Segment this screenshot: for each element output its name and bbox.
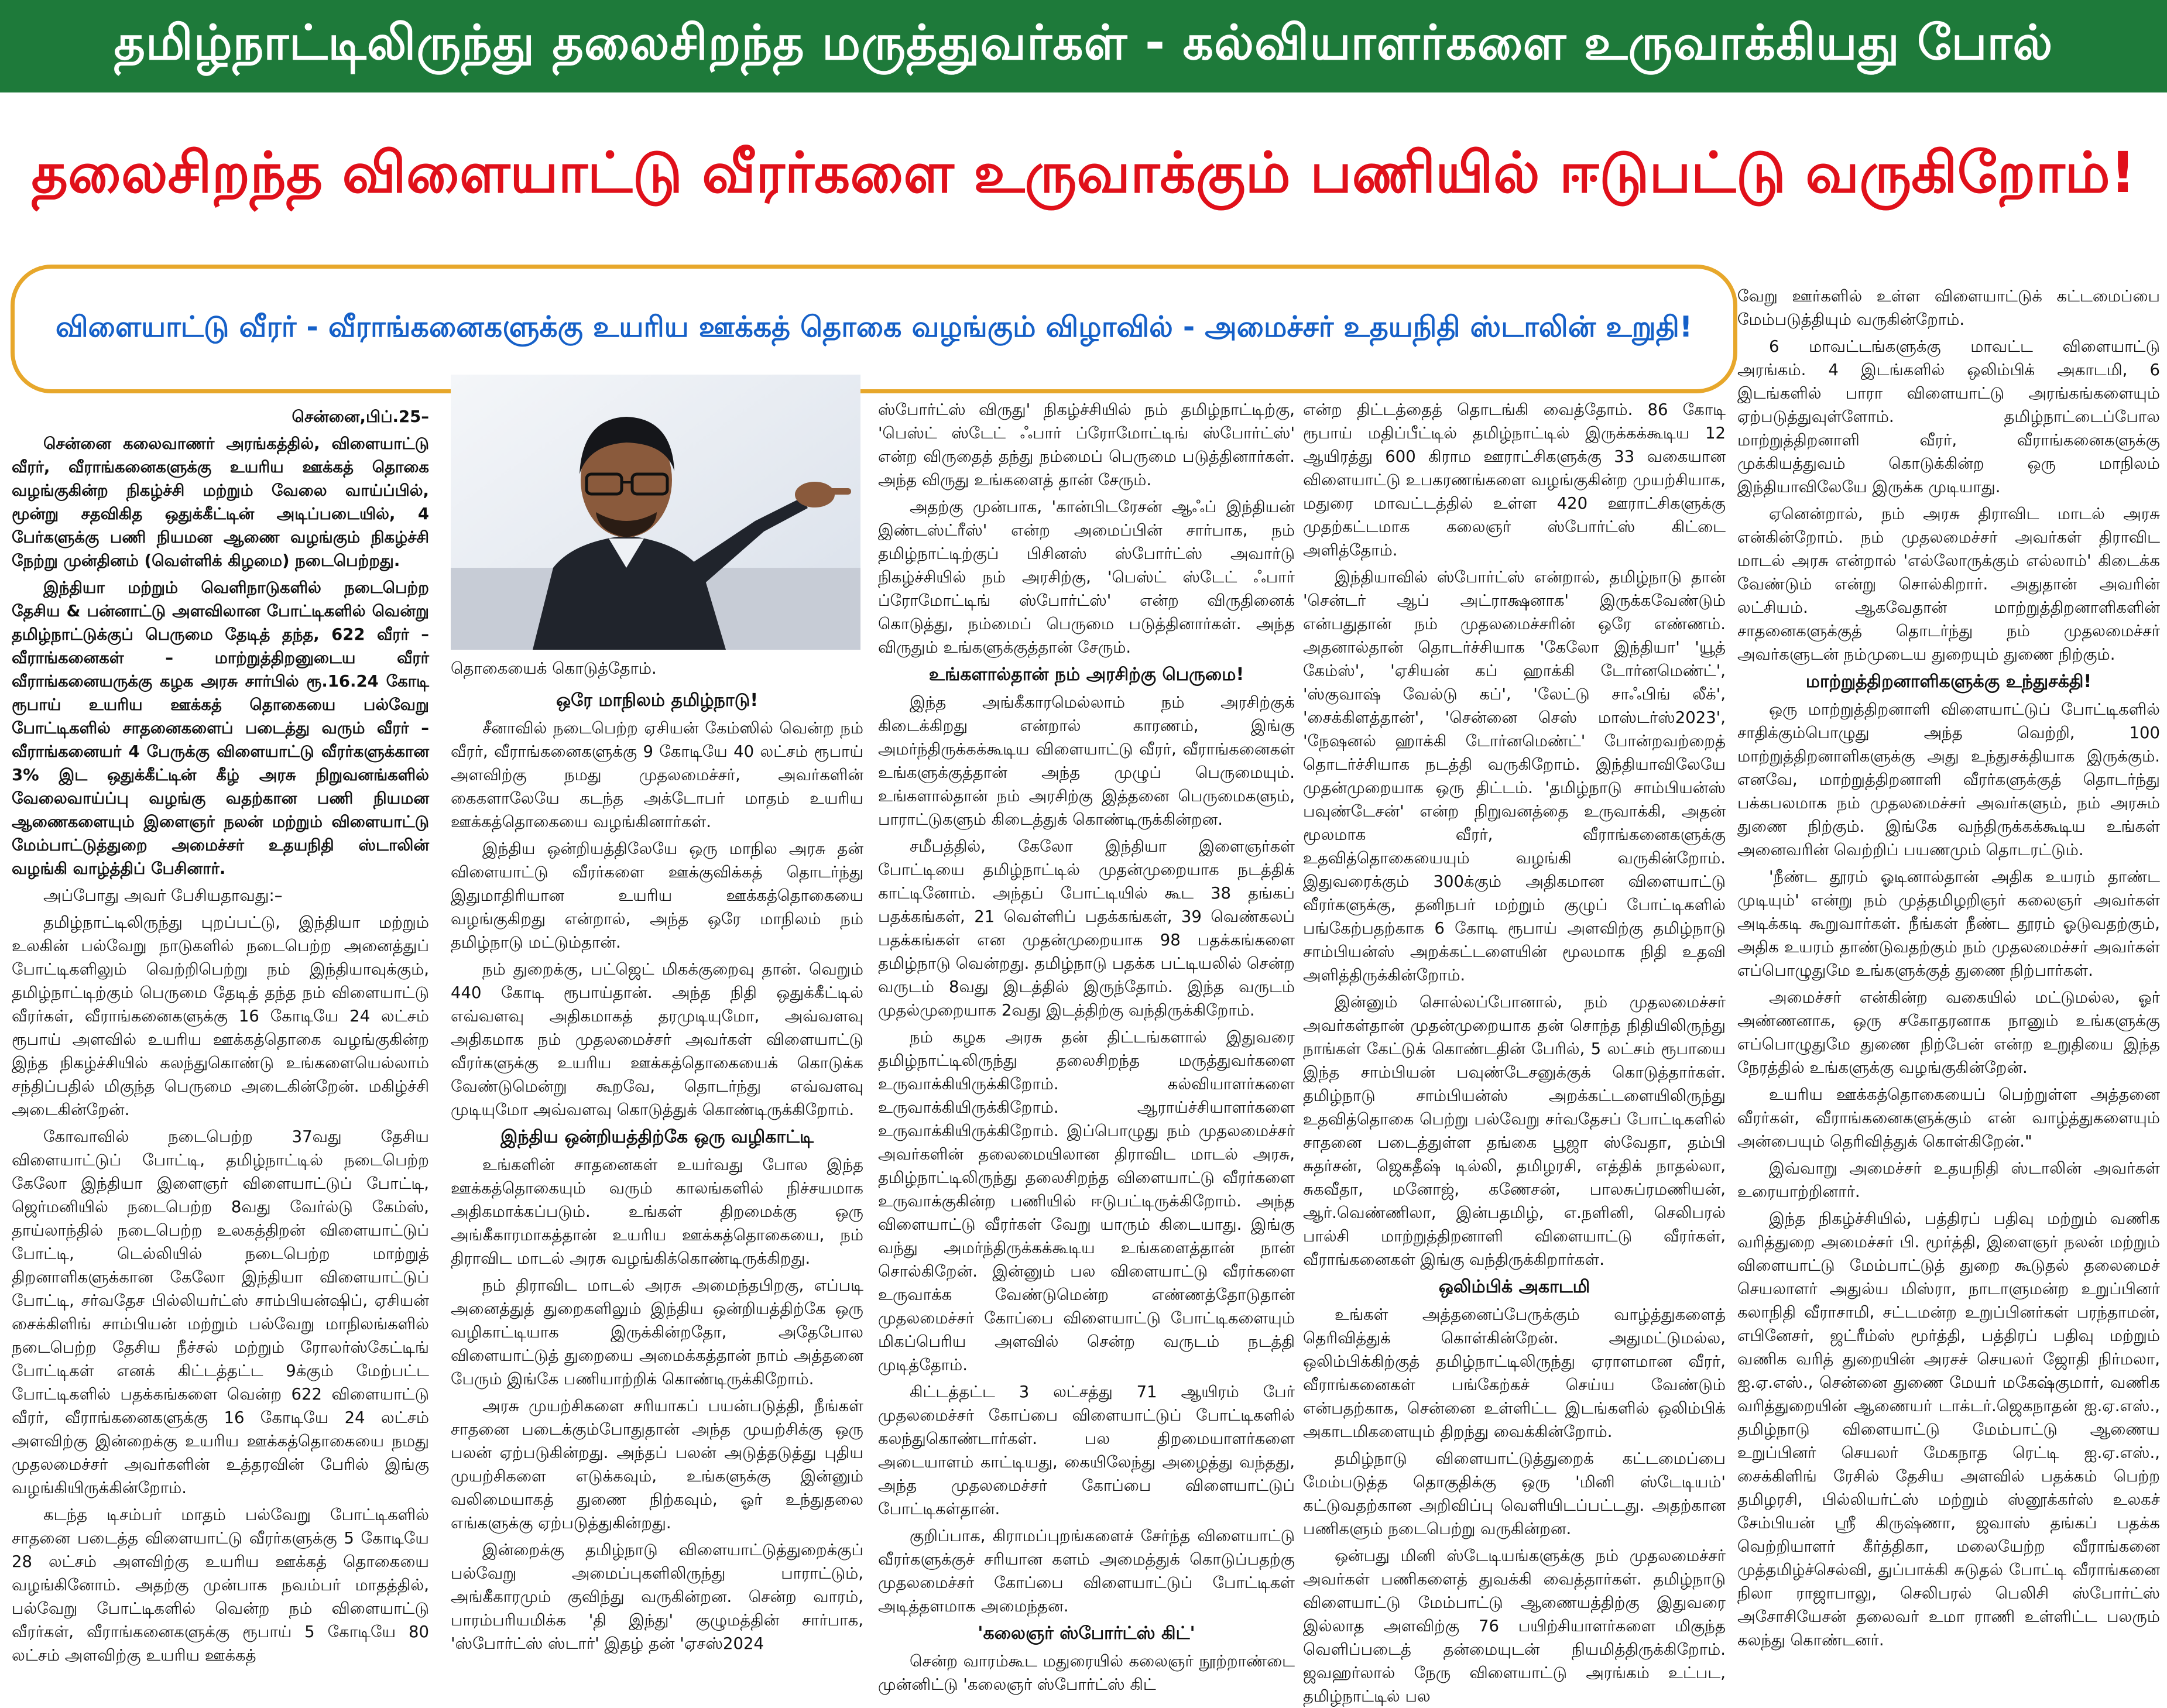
paragraph: குறிப்பாக, கிராமப்புறங்களைச் சேர்ந்த விளையாட்டு வீரர்களுக்குச் சரியான களம் அமைத்துக் கொடுப்பதற்கு முதலமைச்சர் கோப்பை விளையாட்டுப் போட்டிகள் அடித்தளமாக அமைந்தன. xyxy=(878,1527,1295,1616)
paragraph: சீனாவில் நடைபெற்ற ஏசியன் கேம்ஸில் வென்ற நம் வீரர், வீராங்கனைகளுக்கு 9 கோடியே 40 லட்சம் ரூபாய் அளவிற்கு நமது முதலமைச்சர், அவர்களின் கைகளாலேயே கடந்த அக்டோபர் மாதம் உயரிய ஊக்கத்தொகையை வழங்கினார்கள். xyxy=(451,719,863,831)
sub-headline-text: விளையாட்டு வீரர் - வீராங்கனைகளுக்கு உயரிய ஊக்கத் தொகை வழங்கும் விழாவில் - அமைச்சர் உதயநிதி ஸ்டாலின் உறுதி! xyxy=(55,310,1693,344)
sub-headline-banner xyxy=(11,265,1737,393)
paragraph: சென்ற வாரம்கூட மதுரையில் கலைஞர் நூற்றாண்டை முன்னிட்டு 'கலைஞர் ஸ்போர்ட்ஸ் கிட் xyxy=(878,1652,1295,1694)
article-column-4 xyxy=(1303,398,1726,1706)
paragraph: ஸ்போர்ட்ஸ் விருது' நிகழ்ச்சியில் நம் தமிழ்நாட்டிற்கு, 'பெஸ்ட் ஸ்டேட் ஃபார் ப்ரோமோட்டிங் ஸ்போர்ட்ஸ்' என்ற விருதைத் தந்து நம்மைப் பெருமை படுத்தினார்கள். அந்த விருது உங்களைத் தான் சேரும். xyxy=(878,400,1295,489)
kicker-banner xyxy=(0,0,2167,92)
main-headline xyxy=(0,101,2167,252)
headline-text: தலைசிறந்த விளையாட்டு வீரர்களை உருவாக்கும் பணியில் ஈடுபட்டு வருகிறோம்! xyxy=(31,139,2136,205)
paragraph: உங்கள் அத்தனைப்பேருக்கும் வாழ்த்துகளைத் தெரிவித்துக் கொள்கின்றேன். அதுமட்டுமல்ல, ஒலிம்பிக்கிற்குத் தமிழ்நாட்டிலிருந்து ஏராளமான வீரர், வீராங்கனைகள் பங்கேற்கச் செய்ய வேண்டும் என்பதற்காக, சென்னை உள்ளிட்ட இடங்களில் ஒலிம்பிக் அகாடமிகளையும் திறந்து வைக்கின்றோம். xyxy=(1303,1305,1726,1441)
subheading: 'கலைஞர் ஸ்போர்ட்ஸ் கிட்' xyxy=(978,1623,1195,1644)
paragraph: என்ற திட்டத்தைத் தொடங்கி வைத்தோம். 86 கோடி ரூபாய் மதிப்பீட்டில் தமிழ்நாட்டில் இருக்கக்கூடிய 12 ஆயிரத்து 600 கிராம ஊராட்சிகளுக்கு 33 வகையான விளையாட்டு உபகரணங்களை வழங்குகின்ற முயற்சியாக, மதுரை மாவட்டத்தில் உள்ள 420 ஊராட்சிகளுக்கு முதற்கட்டமாக கலைஞர் ஸ்போர்ட்ஸ் கிட்டை அளித்தோம். xyxy=(1303,400,1726,560)
paragraph: வேறு ஊர்களில் உள்ள விளையாட்டுக் கட்டமைப்பை மேம்படுத்தியும் வருகின்றோம். xyxy=(1737,287,2160,329)
paragraph: கோவாவில் நடைபெற்ற 37வது தேசிய விளையாட்டுப் போட்டி, தமிழ்நாட்டில் நடைபெற்ற கேலோ இந்தியா இளைஞர் விளையாட்டுப் போட்டி, ஜெர்மனியில் நடைபெற்ற 8வது வேர்ல்டு கேம்ஸ், தாய்லாந்தில் நடைபெற்ற உலகத்திறன் விளையாட்டுப் போட்டி, டெல்லியில் நடைபெற்ற மாற்றுத் திறனாளிகளுக்கான கேலோ இந்தியா விளையாட்டுப் போட்டி, சர்வதேச பில்லியர்ட்ஸ் சாம்பியன்ஷிப், ஏசியன் சைக்கிளிங் சாம்பியன் மற்றும் பல்வேறு மாநிலங்களில் நடைபெற்ற தேசிய நீச்சல் மற்றும் ரோலர்ஸ்கேட்டிங் போட்டிகள் எனக் கிட்டத்தட்ட 9க்கும் மேற்பட்ட போட்டிகளில் பதக்கங்களை வென்ற 622 விளையாட்டு வீரர், வீராங்கனைகளுக்கு 16 கோடியே 24 லட்சம் அளவிற்கு இன்றைக்கு உயரிய ஊக்கத்தொகையை நமது முதலமைச்சர் அவர்களின் உத்தரவின் பேரில் இங்கு வழங்கியிருக்கின்றோம். xyxy=(12,1127,429,1497)
speaker-photo xyxy=(451,375,860,650)
photo-caption xyxy=(451,657,860,680)
paragraph: அரசு முயற்சிகளை சரியாகப் பயன்படுத்தி, நீங்கள் சாதனை படைக்கும்போதுதான் அந்த முயற்சிக்கு ஒரு பலன் ஏற்படுகின்றது. அந்தப் பலன் அடுத்தடுத்து புதிய முயற்சிகளை எடுக்கவும், உங்களுக்கு இன்னும் வலிமையாகத் துணை நிற்கவும், ஓர் உந்துதலை எங்களுக்கு ஏற்படுத்துகின்றது. xyxy=(451,1397,863,1532)
subheading: மாற்றுத்திறனாளிகளுக்கு உந்துசக்தி! xyxy=(1805,671,2092,692)
paragraph: உங்களின் சாதனைகள் உயர்வது போல இந்த ஊக்கத்தொகையும் வரும் காலங்களில் நிச்சயமாக அதிகமாக்கப்படும். உங்கள் திறமைக்கு ஒரு அங்கீகாரமாகத்தான் உயரிய ஊக்கத்தொகையை, நம் திராவிட மாடல் அரசு வழங்கிக்கொண்டிருக்கிறது. xyxy=(451,1155,863,1268)
subheading: ஒலிம்பிக் அகாடமி xyxy=(1438,1277,1590,1297)
paragraph: தமிழ்நாட்டிலிருந்து புறப்பட்டு, இந்தியா மற்றும் உலகின் பல்வேறு நாடுகளில் நடைபெற்ற அனைத்துப் போட்டிகளிலும் வெற்றிபெற்று நம் இந்தியாவுக்கும், தமிழ்நாட்டிற்கும் பெருமை தேடித் தந்த நம் விளையாட்டு வீரர்கள், வீராங்கனைகளுக்கு 16 கோடியே 24 லட்சம் ரூபாய் அளவில் உயரிய ஊக்கத்தொகை வழங்குகின்ற இந்த நிகழ்ச்சியில் கலந்துகொண்டு உங்களையெல்லாம் சந்திப்பதில் மிகுந்த பெருமை அடைகின்றேன். மகிழ்ச்சி அடைகின்றேன். xyxy=(12,913,429,1119)
paragraph: இவ்வாறு அமைச்சர் உதயநிதி ஸ்டாலின் அவர்கள் உரையாற்றினார். xyxy=(1737,1159,2160,1201)
paragraph: அதற்கு முன்பாக, 'கான்பிடரேசன் ஆஃப் இந்தியன் இண்டஸ்ட்ரீஸ்' என்ற அமைப்பின் சார்பாக, நம் தமிழ்நாட்டிற்குப் பிசினஸ் ஸ்போர்ட்ஸ் அவார்டு நிகழ்ச்சியில் நம் அரசிற்கு, 'பெஸ்ட் ஸ்டேட் ஃபார் ப்ரோமோட்டிங் ஸ்போர்ட்ஸ்' என்ற விருதினைக் கொடுத்து, நம்மைப் பெருமை படுத்தினார்கள். அந்த விருதும் உங்களுக்குத்தான் சேரும். xyxy=(878,498,1295,657)
paragraph: இன்றைக்கு தமிழ்நாடு விளையாட்டுத்துறைக்குப் பல்வேறு அமைப்புகளிலிருந்து பாராட்டும், அங்கீகாரமும் குவிந்து வருகின்றன. சென்ற வாரம், பாரம்பரியமிக்க 'தி இந்து' குழுமத்தின் சார்பாக, 'ஸ்போர்ட்ஸ் ஸ்டார்' இதழ் தன் 'ஏசஸ்2024 xyxy=(451,1541,863,1653)
paragraph: நம் கழக அரசு தன் திட்டங்களால் இதுவரை தமிழ்நாட்டிலிருந்து தலைசிறந்த மருத்துவர்களை உருவாக்கியிருக்கிறோம். கல்வியாளர்களை உருவாக்கியிருக்கிறோம். ஆராய்ச்சியாளர்களை உருவாக்கியிருக்கிறோம். இப்பொழுது நம் முதலமைச்சர் அவர்களின் தலைமையிலான திராவிட மாடல் அரசு, தமிழ்நாட்டிலிருந்து தலைசிறந்த விளையாட்டு வீரர்களை உருவாக்குகின்ற பணியில் ஈடுபட்டிருக்கிறோம். அந்த விளையாட்டு வீரர்கள் வேறு யாரும் கிடையாது. இங்கு வந்து அமர்ந்திருக்கக்கூடிய உங்களைத்தான் நான் சொல்கிறேன். இன்னும் பல விளையாட்டு வீரர்களை உருவாக்க வேண்டுமென்ற எண்ணத்தோடுதான் முதலமைச்சர் கோப்பை விளையாட்டு போட்டிகளையும் மிகப்பெரிய அளவில் சென்ற வருடம் நடத்தி முடித்தோம். xyxy=(878,1028,1295,1374)
article-column-3 xyxy=(878,398,1295,1694)
paragraph: சமீபத்தில், கேலோ இந்தியா இளைஞர்கள் போட்டியை தமிழ்நாட்டில் முதன்முறையாக நடத்திக் காட்டினோம். அந்தப் போட்டியில் கூட 38 தங்கப் பதக்கங்கள், 21 வெள்ளிப் பதக்கங்கள், 39 வெண்கலப் பதக்கங்கள் என முதன்முறையாக 98 பதக்கங்களை தமிழ்நாடு வென்றது. தமிழ்நாடு பதக்க பட்டியலில் சென்ற வருடம் 8வது இடத்தில் இருந்தோம். இந்த வருடம் முதல்முறையாக 2வது இடத்திற்கு வந்திருக்கிறோம். xyxy=(878,837,1295,1020)
paragraph: 6 மாவட்டங்களுக்கு மாவட்ட விளையாட்டு அரங்கம். 4 இடங்களில் ஒலிம்பிக் அகாடமி, 6 இடங்களில் பாரா விளையாட்டு அரங்கங்களையும் ஏற்படுத்துவுள்ளோம். தமிழ்நாட்டைப்போல மாற்றுத்திறனாளி வீரர், வீராங்கனைகளுக்கு முக்கியத்துவம் கொடுக்கின்ற ஒரு மாநிலம் இந்தியாவிலேயே இருக்க முடியாது. xyxy=(1737,337,2160,496)
paragraph: ஒன்பது மினி ஸ்டேடியங்களுக்கு நம் முதலமைச்சர் அவர்கள் பணிகளைத் துவக்கி வைத்தார்கள். தமிழ்நாடு விளையாட்டு மேம்பாட்டு ஆணையத்திற்கு இதுவரை இல்லாத அளவிற்கு 76 பயிற்சியாளர்களை மிகுந்த வெளிப்படைத் தன்மையுடன் நியமித்திருக்கிறோம். ஜவஹர்லால் நேரு விளையாட்டு அரங்கம் உட்பட, தமிழ்நாட்டில் பல xyxy=(1303,1546,1726,1706)
article-column-5 xyxy=(1737,284,2160,1659)
paragraph: இந்தியாவில் ஸ்போர்ட்ஸ் என்றால், தமிழ்நாடு தான் 'சென்டர் ஆப் அட்ராக்ஷனாக' இருக்கவேண்டும் என்பதுதான் நம் முதலமைச்சரின் ஒரே எண்ணம். அதனால்தான் தொடர்ச்சியாக 'கேலோ இந்தியா' 'யூத் கேம்ஸ்', 'ஏசியன் கப் ஹாக்கி டோர்னமெண்ட்', 'ஸ்குவாஷ் வேல்டு கப்', 'லேட்டு சாஃபிங் லீக்', 'சைக்கிளத்தான்', 'சென்னை செஸ் மாஸ்டர்ஸ்2023', 'நேஷனல் ஹாக்கி டோர்னமெண்ட்' போன்றவற்றைத் தொடர்ச்சியாக நடத்தி வருகிறோம். இந்தியாவிலேயே முதன்முறையாக ஒரு திட்டம். 'தமிழ்நாடு சாம்பியன்ஸ் பவுண்டேசன்' என்ற நிறுவனத்தை உருவாக்கி, அதன் மூலமாக வீரர், வீராங்கனைகளுக்கு உதவித்தொகையையும் வழங்கி வருகின்றோம். இதுவரைக்கும் 300க்கும் அதிகமான விளையாட்டு வீரர்களுக்கு, தனிநபர் மற்றும் குழுப் போட்டிகளில் பங்கேற்பதற்காக 6 கோடி ரூபாய் அளவிற்கு தமிழ்நாடு சாம்பியன்ஸ் அறக்கட்டளையின் மூலமாக நிதி உதவி அளித்திருக்கின்றோம். xyxy=(1303,568,1726,985)
paragraph: தமிழ்நாடு விளையாட்டுத்துறைக் கட்டமைப்பை மேம்படுத்த தொகுதிக்கு ஒரு 'மினி ஸ்டேடியம்' கட்டுவதற்கான அறிவிப்பு வெளியிடப்பட்டது. அதற்கான பணிகளும் நடைபெற்று வருகின்றன. xyxy=(1303,1449,1726,1538)
paragraph: இந்திய ஒன்றியத்திலேயே ஒரு மாநில அரசு தன் விளையாட்டு வீரர்களை ஊக்குவிக்கத் தொடர்ந்து இதுமாதிரியான உயரிய ஊக்கத்தொகையை வழங்குகிறது என்றால், அந்த ஒரே மாநிலம் நம் தமிழ்நாடு மட்டும்தான். xyxy=(451,839,863,952)
paragraph: அப்போது அவர் பேசியதாவது:– xyxy=(43,886,283,905)
speaker-photo-image xyxy=(451,375,860,650)
lead-paragraph: இந்தியா மற்றும் வெளிநாடுகளில் நடைபெற்ற தேசிய & பன்னாட்டு அளவிலான போட்டிகளில் வென்று தமிழ்நாட்டுக்குப் பெருமை தேடித் தந்த, 622 வீரர் – வீராங்கனைகள் – மாற்றுத்திறனுடைய வீரர் வீராங்கனையருக்கு கழக அரசு சார்பில் ரூ.16.24 கோடி ரூபாய் உயரிய ஊக்கத் தொகையை பல்வேறு போட்டிகளில் சாதனைகளைப் படைத்து வரும் வீரர் – வீராங்கனையர் 4 பேருக்கு விளையாட்டு வீரர்களுக்கான 3% இட ஒதுக்கீட்டின் கீழ் அரசு நிறுவனங்களில் வேலைவாய்ப்பு வழங்கு வதற்கான பணி நியமன ஆணைகளையும் இளைஞர் நலன் மற்றும் விளையாட்டு மேம்பாட்டுத்துறை அமைச்சர் உதயநிதி ஸ்டாலின் வழங்கி வாழ்த்திப் பேசினார். xyxy=(12,578,429,878)
article-column-2 xyxy=(451,685,863,1659)
paragraph: அமைச்சர் என்கின்ற வகையில் மட்டுமல்ல, ஓர் அண்ணனாக, ஒரு சகோதரனாக நானும் உங்களுக்கு எப்பொழுதுமே துணை நிற்பேன் என்ற உறுதியை இந்த நேரத்தில் உங்களுக்கு வழங்குகின்றேன். xyxy=(1737,988,2160,1077)
paragraph: இந்த அங்கீகாரமெல்லாம் நம் அரசிற்குக் கிடைக்கிறது என்றால் காரணம், இங்கு அமர்ந்திருக்கக்கூடிய விளையாட்டு வீரர், வீராங்கனைகள் உங்களுக்குத்தான் அந்த முழுப் பெருமையும். உங்களால்தான் நம் அரசிற்கு இத்தனை பெருமைகளும், பாராட்டுகளும் கிடைத்துக் கொண்டிருக்கின்றன. xyxy=(878,693,1295,829)
kicker-text: தமிழ்நாட்டிலிருந்து தலைசிறந்த மருத்துவர்கள் - கல்வியாளர்களை உருவாக்கியது போல் xyxy=(114,15,2053,71)
paragraph: நம் திராவிட மாடல் அரசு அமைந்தபிறகு, எப்படி அனைத்துத் துறைகளிலும் இந்திய ஒன்றியத்திற்கே ஒரு வழிகாட்டியாக இருக்கின்றதோ, அதேபோல விளையாட்டுத் துறையை அமைக்கத்தான் நாம் அத்தனை பேரும் இங்கே பணியாற்றிக் கொண்டிருக்கிறோம். xyxy=(451,1276,863,1388)
paragraph: ஒரு மாற்றுத்திறனாளி விளையாட்டுப் போட்டிகளில் சாதிக்கும்பொழுது அந்த வெற்றி, 100 மாற்றுத்திறனாளிகளுக்கு அது உந்துசக்தியாக இருக்கும். எனவே, மாற்றுத்திறனாளி வீரர்களுக்குத் தொடர்ந்து பக்கபலமாக நம் முதலமைச்சர் அவர்களும், நம் அரசும் துணை நிற்கும். இங்கே வந்திருக்கக்கூடிய உங்கள் அனைவரின் வெற்றிப் பயணமும் தொடரட்டும். xyxy=(1737,700,2160,859)
paragraph: நம் துறைக்கு, பட்ஜெட் மிகக்குறைவு தான். வெறும் 440 கோடி ரூபாய்தான். அந்த நிதி ஒதுக்கீட்டில் எவ்வளவு அதிகமாகத் தரமுடியுமோ, அவ்வளவு அதிகமாக நம் முதலமைச்சர் அவர்கள் விளையாட்டு வீரர்களுக்கு உயரிய ஊக்கத்தொகையைக் கொடுக்க வேண்டுமென்று கூறவே, தொடர்ந்து எவ்வளவு முடியுமோ அவ்வளவு கொடுத்துக் கொண்டிருக்கிறோம். xyxy=(451,960,863,1119)
subheading: ஒரே மாநிலம் தமிழ்நாடு! xyxy=(556,690,759,711)
paragraph: உயரிய ஊக்கத்தொகையைப் பெற்றுள்ள அத்தனை வீரர்கள், வீராங்கனைகளுக்கும் என் வாழ்த்துகளையும் அன்பையும் தெரிவித்துக் கொள்கிறேன்." xyxy=(1737,1085,2160,1151)
dateline: சென்னை,பிப்.25– xyxy=(292,407,429,426)
subheading: உங்களால்தான் நம் அரசிற்கு பெருமை! xyxy=(928,664,1244,685)
paragraph: ஏனென்றால், நம் அரசு திராவிட மாடல் அரசு என்கின்றோம். நம் முதலமைச்சர் அவர்கள் திராவிட மாடல் அரசு என்றால் 'எல்லோருக்கும் எல்லாம்' கிடைக்க வேண்டும் என்று சொல்கிறார். அதுதான் அவரின் லட்சியம். ஆகவேதான் மாற்றுத்திறனாளிகளின் சாதனைகளுக்குத் தொடர்ந்து நம் முதலமைச்சர் அவர்களுடன் நம்முடைய துறையும் துணை நிற்கும். xyxy=(1737,505,2160,664)
paragraph: இன்னும் சொல்லப்போனால், நம் முதலமைச்சர் அவர்கள்தான் முதன்முறையாக தன் சொந்த நிதியிலிருந்து நாங்கள் கேட்டுக் கொண்டதின் பேரில், 5 லட்சம் ரூபாயை இந்த சாம்பியன் பவுண்டேசனுக்குக் கொடுத்தார்கள். தமிழ்நாடு சாம்பியன்ஸ் அறக்கட்டளையிலிருந்து உதவித்தொகை பெற்று பல்வேறு சர்வதேசப் போட்டிகளில் சாதனை படைத்துள்ள தங்கை பூஜா ஸ்வேதா, தம்பி சுதர்சன், ஜெகதீஷ் டில்லி, தமிழரசி, எத்திக் நாதல்லா, சுகவீதா, மனோஜ், கணேசன், பாலசுப்ரமணியன், ஆர்.வெண்ணிலா, இன்பதமிழ், எ.நளினி, செலிபரல் பால்சி மாற்றுத்திறனாளி விளையாட்டு வீரர்கள், வீராங்கனைகள் இங்கு வந்திருக்கிறார்கள். xyxy=(1303,993,1726,1269)
paragraph: இந்த நிகழ்ச்சியில், பத்திரப் பதிவு மற்றும் வணிக வரித்துறை அமைச்சர் பி. மூர்த்தி, இளைஞர் நலன் மற்றும் விளையாட்டு மேம்பாட்டுத் துறை கூடுதல் தலைமைச் செயலாளர் அதுல்ய மிஸ்ரா, நாடாளுமன்ற உறுப்பினர் கலாநிதி வீராசாமி, சட்டமன்ற உறுப்பினர்கள் பரந்தாமன், எபினேசர், ஜட்ரீம்ஸ் மூர்த்தி, பத்திரப் பதிவு மற்றும் வணிக வரித் துறையின் அரசச் செயலர் ஜோதி நிர்மலா, ஐ.ஏ.எஸ்., சென்னை துணை மேயர் மகேஷ்குமார், வணிக வரித்துறையின் ஆணையர் டாக்டர்.ஜெகநாதன் ஐ.ஏ.எஸ்., தமிழ்நாடு விளையாட்டு மேம்பாட்டு ஆணைய உறுப்பினர் செயலர் மேகநாத ரெட்டி ஐ.ஏ.எஸ்., சைக்கிளிங் ரேசில் தேசிய அளவில் பதக்கம் பெற்ற தமிழரசி, பில்லியர்ட்ஸ் மற்றும் ஸ்னூக்கர்ஸ் உலகச் சேம்பியன் ஸ்ரீ கிருஷ்ணா, ஜவாஸ் தங்கப் பதக்க வெற்றியாளர் கீர்த்திகா, மலையேற்ற வீராங்கனை முத்தமிழ்ச்செல்வி, துப்பாக்கி சுடுதல் போட்டி வீராங்கனை நிலா ராஜாபாலு, செலிபரல் பெலிசி ஸ்போர்ட்ஸ் அசோசியேசன் தலைவர் உமா ராணி உள்ளிட்ட பலரும் கலந்து கொண்டனர். xyxy=(1737,1209,2160,1649)
photo-caption-text: தொகையைக் கொடுத்தோம். xyxy=(451,659,657,678)
paragraph: கடந்த டிசம்பர் மாதம் பல்வேறு போட்டிகளில் சாதனை படைத்த விளையாட்டு வீரர்களுக்கு 5 கோடியே 28 லட்சம் அளவிற்கு உயரிய ஊக்கத் தொகையை வழங்கினோம். அதற்கு முன்பாக நவம்பர் மாதத்தில், பல்வேறு போட்டிகளில் வென்ற நம் விளையாட்டு வீரர்கள், வீராங்கனைகளுக்கு ரூபாய் 5 கோடியே 80 லட்சம் அளவிற்கு உயரிய ஊக்கத் xyxy=(12,1505,429,1665)
lead-paragraph: சென்னை கலைவாணர் அரங்கத்தில், விளையாட்டு வீரர், வீராங்கனைகளுக்கு உயரிய ஊக்கத் தொகை வழங்குகின்ற நிகழ்ச்சி மற்றும் வேலை வாய்ப்பில், மூன்று சதவிகித ஒதுக்கீட்டின் அடிப்படையில், 4 பேர்களுக்கு பணி நியமன ஆணை வழங்கும் நிகழ்ச்சி நேற்று முன்தினம் (வெள்ளிக் கிழமை) நடைபெற்றது. xyxy=(12,434,429,570)
subheading: இந்திய ஒன்றியத்திற்கே ஒரு வழிகாட்டி xyxy=(500,1127,814,1147)
article-column-1 xyxy=(12,405,429,1665)
paragraph: கிட்டத்தட்ட 3 லட்சத்து 71 ஆயிரம் பேர் முதலமைச்சர் கோப்பை விளையாட்டுப் போட்டிகளில் கலந்துகொண்டார்கள். பல திறமையாளர்களை அடையாளம் காட்டியது, கையிலேந்து அழைத்து வந்தது, அந்த முதலமைச்சர் கோப்பை விளையாட்டுப் போட்டிகள்தான். xyxy=(878,1383,1295,1518)
paragraph: 'நீண்ட தூரம் ஓடினால்தான் அதிக உயரம் தாண்ட முடியும்' என்று நம் முத்தமிழறிஞர் கலைஞர் அவர்கள் அடிக்கடி கூறுவார்கள். நீங்கள் நீண்ட தூரம் ஓடுவதற்கும், அதிக உயரம் தாண்டுவதற்கும் நம் முதலமைச்சர் அவர்கள் எப்பொழுதுமே உங்களுக்குத் துணை நிற்பார்கள். xyxy=(1737,867,2160,980)
